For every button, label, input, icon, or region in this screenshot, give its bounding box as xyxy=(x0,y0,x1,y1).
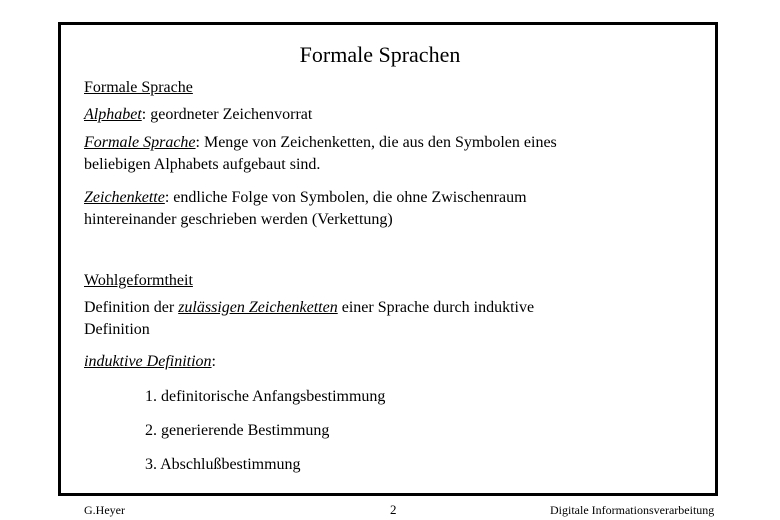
zeichenkette-text-line2: hintereinander geschrieben werden (Verkettung) xyxy=(84,211,393,228)
induktive-definition-colon: : xyxy=(211,353,216,370)
list-item: 2. generierende Bestimmung xyxy=(145,422,330,439)
alphabet-definition xyxy=(84,104,312,126)
list-item: 3. Abschlußbestimmung xyxy=(145,456,301,473)
definition-suffix: einer Sprache durch induktive xyxy=(337,299,535,316)
footer-author: G.Heyer xyxy=(84,503,125,517)
zeichenkette-term: Zeichenkette xyxy=(84,189,165,206)
wohlgeformtheit-definition xyxy=(84,297,534,319)
slide-title: Formale Sprachen xyxy=(299,42,461,67)
formale-sprache-text-line2: beliebigen Alphabets aufgebaut sind. xyxy=(84,156,321,173)
formale-sprache-text: : Menge von Zeichenketten, die aus den Symbolen eines xyxy=(195,134,557,151)
formale-sprache-term: Formale Sprache xyxy=(84,134,196,151)
induktive-definition-heading xyxy=(84,351,216,373)
definition-prefix: Definition der xyxy=(84,299,179,316)
wohlgeformtheit-definition-line2: Definition xyxy=(84,321,150,338)
induktive-definition-term: induktive Definition xyxy=(84,353,212,370)
alphabet-text: : geordneter Zeichenvorrat xyxy=(141,106,313,123)
zulaessige-zeichenketten-term: zulässigen Zeichenketten xyxy=(178,299,338,316)
section-heading-wohlgeformtheit: Wohlgeformtheit xyxy=(84,272,193,289)
list-item: 1. definitorische Anfangsbestimmung xyxy=(145,388,386,405)
footer-page-number: 2 xyxy=(390,502,397,517)
alphabet-term: Alphabet xyxy=(84,106,142,123)
zeichenkette-definition xyxy=(84,187,527,209)
zeichenkette-text: : endliche Folge von Symbolen, die ohne Zwischenraum xyxy=(164,189,527,206)
formale-sprache-definition xyxy=(84,132,557,154)
footer-course: Digitale Informationsverarbeitung xyxy=(550,503,715,517)
section-heading-formale-sprache: Formale Sprache xyxy=(84,79,193,96)
